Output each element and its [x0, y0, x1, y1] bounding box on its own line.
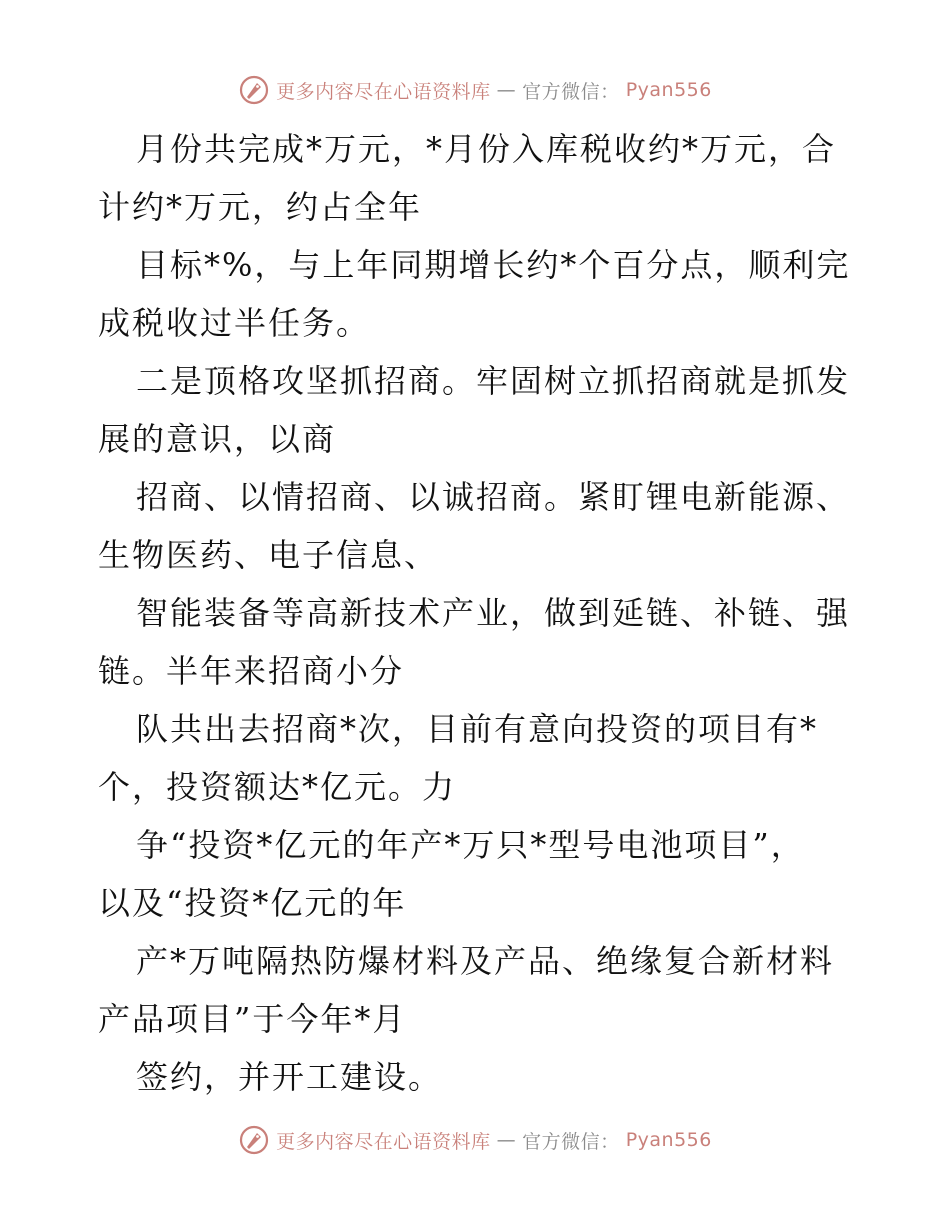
paragraph-line: 二是顶格攻坚抓招商。牢固树立抓招商就是抓发	[136, 362, 851, 400]
paragraph-line: 智能装备等高新技术产业，做到延链、补链、强	[136, 594, 851, 632]
footer-watermark	[0, 1122, 950, 1158]
paragraph	[98, 468, 858, 584]
paragraph-line: 展的意识，以商	[98, 420, 337, 458]
paragraph	[98, 352, 858, 468]
watermark-wechat-label: 官方微信：	[522, 1130, 620, 1153]
paragraph-line: 生物医药、电子信息、	[98, 536, 439, 574]
watermark-wechat-id: Pyan556	[625, 79, 712, 101]
paragraph	[98, 584, 858, 700]
paragraph-line: 招商、以情招商、以诚招商。紧盯锂电新能源、	[136, 478, 851, 516]
paragraph	[98, 120, 858, 236]
paragraph	[98, 816, 858, 932]
watermark-wechat-id: Pyan556	[625, 1129, 712, 1151]
paragraph-line: 以及“投资*亿元的年	[98, 884, 407, 922]
paragraph-line: 争“投资*亿元的年产*万只*型号电池项目”，	[136, 826, 805, 864]
paragraph-line: 队共出去招商*次，目前有意向投资的项目有*	[136, 710, 819, 748]
paragraph-line: 目标*%，与上年同期增长约*个百分点，顺利完	[136, 246, 851, 284]
paragraph-line: 产品项目”于今年*月	[98, 1000, 407, 1038]
watermark-dash: —	[496, 79, 517, 101]
pen-nib-circle-icon	[238, 1124, 270, 1156]
watermark-dash: —	[496, 1129, 517, 1151]
watermark-brand: 更多内容尽在心语资料库	[276, 80, 491, 103]
paragraph	[98, 932, 858, 1048]
paragraph-line: 个，投资额达*亿元。力	[98, 768, 457, 806]
watermark-wechat-label: 官方微信：	[522, 80, 620, 103]
paragraph-line: 链。半年来招商小分	[98, 652, 405, 690]
paragraph	[98, 700, 858, 816]
watermark-brand: 更多内容尽在心语资料库	[276, 1130, 491, 1153]
document-body	[98, 120, 858, 1106]
paragraph	[98, 1048, 858, 1106]
paragraph-line: 产*万吨隔热防爆材料及产品、绝缘复合新材料	[136, 942, 835, 980]
paragraph-line: 计约*万元，约占全年	[98, 188, 423, 226]
paragraph-line: 月份共完成*万元，*月份入库税收约*万元，合	[136, 130, 837, 168]
paragraph	[98, 236, 858, 352]
header-watermark	[0, 72, 950, 108]
paragraph-line: 签约，并开工建设。	[136, 1058, 443, 1096]
paragraph-line: 成税收过半任务。	[98, 304, 371, 342]
pen-nib-circle-icon	[238, 74, 270, 106]
